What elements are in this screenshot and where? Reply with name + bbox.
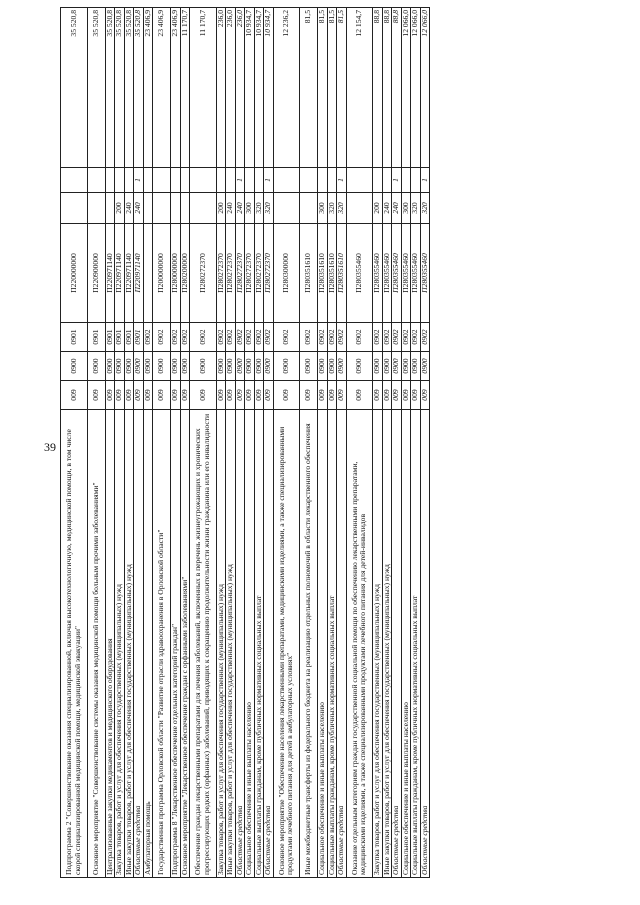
funding-mark-cell [143, 168, 153, 193]
amount-cell: 35 520,8 [105, 8, 115, 168]
section-code-cell: 0900 [346, 352, 373, 381]
amount-cell: 12 066,0 [411, 8, 421, 168]
subsection-code-cell: 0902 [337, 323, 347, 352]
target-article-cell: П280351610 [327, 224, 337, 323]
row-name-cell: Областные средства [392, 410, 402, 878]
target-article-cell: П280351610 [318, 224, 328, 323]
table-row [180, 8, 190, 878]
section-code-cell: 0900 [392, 352, 402, 381]
funding-mark-cell [300, 168, 318, 193]
section-code-cell: 0900 [420, 352, 430, 381]
expense-type-cell: 320 [337, 193, 347, 224]
target-article-cell: П280300000 [273, 224, 300, 323]
row-name-cell: Областные средства [264, 410, 274, 878]
section-code-cell: 0900 [87, 352, 105, 381]
expense-type-cell: 320 [420, 193, 430, 224]
amount-cell: 11 170,7 [180, 8, 190, 168]
row-name-cell: Основное мероприятие "Лекарственное обеспечение граждан с орфанными заболеваниями" [180, 410, 190, 878]
target-article-cell: П220971140 [124, 224, 134, 323]
subsection-code-cell: 0902 [300, 323, 318, 352]
amount-cell: 35 520,8 [134, 8, 144, 168]
grbs-code-cell: 009 [143, 381, 153, 410]
row-name-cell: Подпрограмма 2 "Совершенствование оказания специализированной, включая высокотехнологичную, медицинской помощи, в том числе скорой специализированной медицинской помощи, медицинской эвакуации" [61, 410, 88, 878]
amount-cell: 23 406,9 [153, 8, 171, 168]
table-row [273, 8, 300, 878]
target-article-cell: П220971140 [115, 224, 125, 323]
subsection-code-cell: 0902 [382, 323, 392, 352]
funding-mark-cell [190, 168, 217, 193]
funding-mark-cell [171, 168, 181, 193]
section-code-cell: 0900 [61, 352, 88, 381]
budget-table [60, 7, 430, 878]
table-row [190, 8, 217, 878]
subsection-code-cell: 0902 [401, 323, 411, 352]
target-article-cell [143, 224, 153, 323]
grbs-code-cell: 009 [226, 381, 236, 410]
funding-mark-cell [401, 168, 411, 193]
subsection-code-cell: 0902 [327, 323, 337, 352]
subsection-code-cell: 0902 [420, 323, 430, 352]
subsection-code-cell: 0902 [216, 323, 226, 352]
section-code-cell: 0900 [105, 352, 115, 381]
funding-mark-cell [273, 168, 300, 193]
target-article-cell: П280355460 [346, 224, 373, 323]
expense-type-cell [190, 193, 217, 224]
table-row [115, 8, 125, 878]
table-row [87, 8, 105, 878]
subsection-code-cell: 0902 [318, 323, 328, 352]
grbs-code-cell: 009 [373, 381, 383, 410]
row-name-cell: Закупка товаров, работ и услуг для обеспечения государственных (муниципальных) нужд [373, 410, 383, 878]
row-name-cell: Иные закупки товаров, работ и услуг для обеспечения государственных (муниципальных) нужд [124, 410, 134, 878]
amount-cell: 81,5 [337, 8, 347, 168]
amount-cell: 10 934,7 [264, 8, 274, 168]
table-row [134, 8, 144, 878]
subsection-code-cell: 0902 [180, 323, 190, 352]
table-row [245, 8, 255, 878]
grbs-code-cell: 009 [346, 381, 373, 410]
target-article-cell: П280272370 [190, 224, 217, 323]
funding-mark-cell [153, 168, 171, 193]
grbs-code-cell: 009 [115, 381, 125, 410]
row-name-cell: Социальное обеспечение и иные выплаты населению [318, 410, 328, 878]
table-row [171, 8, 181, 878]
subsection-code-cell: 0901 [134, 323, 144, 352]
amount-cell: 12 154,7 [346, 8, 373, 168]
funding-mark-cell [226, 168, 236, 193]
amount-cell: 35 520,8 [124, 8, 134, 168]
table-row [373, 8, 383, 878]
amount-cell: 10 934,7 [245, 8, 255, 168]
table-row [318, 8, 328, 878]
table-row [226, 8, 236, 878]
grbs-code-cell: 009 [105, 381, 115, 410]
row-name-cell: Социальные выплаты гражданам, кроме публичных нормативных социальных выплат [411, 410, 421, 878]
expense-type-cell [273, 193, 300, 224]
funding-mark-cell [373, 168, 383, 193]
amount-cell: 81,5 [327, 8, 337, 168]
grbs-code-cell: 009 [153, 381, 171, 410]
subsection-code-cell: 0902 [411, 323, 421, 352]
expense-type-cell [143, 193, 153, 224]
target-article-cell: П280272370 [245, 224, 255, 323]
section-code-cell: 0900 [245, 352, 255, 381]
table-row [392, 8, 402, 878]
amount-cell: 35 520,8 [61, 8, 88, 168]
grbs-code-cell: 009 [411, 381, 421, 410]
target-article-cell: П220971140 [134, 224, 144, 323]
amount-cell: 236,0 [235, 8, 245, 168]
row-name-cell: Централизованные закупки медикаментов и медицинского оборудования [105, 410, 115, 878]
grbs-code-cell: 009 [264, 381, 274, 410]
grbs-code-cell: 009 [273, 381, 300, 410]
amount-cell: 23 406,9 [143, 8, 153, 168]
subsection-code-cell: 0901 [87, 323, 105, 352]
section-code-cell: 0900 [143, 352, 153, 381]
rotated-table-wrapper [60, 8, 640, 878]
grbs-code-cell: 009 [180, 381, 190, 410]
section-code-cell: 0900 [401, 352, 411, 381]
row-name-cell: Иные межбюджетные трансферты из федерального бюджета на реализацию отдельных полномочий в области лекарственного обеспечения [300, 410, 318, 878]
section-code-cell: 0900 [216, 352, 226, 381]
section-code-cell: 0900 [180, 352, 190, 381]
amount-cell: 23 406,9 [171, 8, 181, 168]
table-row [346, 8, 373, 878]
expense-type-cell [61, 193, 88, 224]
expense-type-cell: 320 [327, 193, 337, 224]
target-article-cell: П220000000 [61, 224, 88, 323]
section-code-cell: 0900 [226, 352, 236, 381]
table-row [254, 8, 264, 878]
target-article-cell: П280200000 [180, 224, 190, 323]
section-code-cell: 0900 [318, 352, 328, 381]
row-name-cell: Оказание отдельным категориям граждан государственной социальной помощи по обеспечению лекарственными препаратами, медицинскими изделиями, а также специализированными продуктами лечебного питания для детей-инвалидов [346, 410, 373, 878]
table-row [300, 8, 318, 878]
grbs-code-cell: 009 [382, 381, 392, 410]
funding-mark-cell: 1 [264, 168, 274, 193]
section-code-cell: 0900 [235, 352, 245, 381]
funding-mark-cell: 1 [337, 168, 347, 193]
section-code-cell: 0900 [134, 352, 144, 381]
grbs-code-cell: 009 [245, 381, 255, 410]
grbs-code-cell: 009 [318, 381, 328, 410]
row-name-cell: Областные средства [235, 410, 245, 878]
row-name-cell: Иные закупки товаров, работ и услуг для обеспечения государственных (муниципальных) нужд [382, 410, 392, 878]
amount-cell: 88,8 [382, 8, 392, 168]
table-row [327, 8, 337, 878]
expense-type-cell: 320 [254, 193, 264, 224]
table-row [420, 8, 430, 878]
table-row [264, 8, 274, 878]
grbs-code-cell: 009 [235, 381, 245, 410]
grbs-code-cell: 009 [124, 381, 134, 410]
expense-type-cell: 200 [373, 193, 383, 224]
funding-mark-cell [105, 168, 115, 193]
grbs-code-cell: 009 [401, 381, 411, 410]
section-code-cell: 0900 [337, 352, 347, 381]
section-code-cell: 0900 [382, 352, 392, 381]
expense-type-cell: 240 [235, 193, 245, 224]
funding-mark-cell [61, 168, 88, 193]
row-name-cell: Иные закупки товаров, работ и услуг для обеспечения государственных (муниципальных) нужд [226, 410, 236, 878]
amount-cell: 236,0 [216, 8, 226, 168]
section-code-cell: 0900 [411, 352, 421, 381]
target-article-cell: П280272370 [264, 224, 274, 323]
grbs-code-cell: 009 [300, 381, 318, 410]
target-article-cell: П280355460 [411, 224, 421, 323]
grbs-code-cell: 009 [392, 381, 402, 410]
expense-type-cell: 240 [124, 193, 134, 224]
row-name-cell: Социальные выплаты гражданам, кроме публичных нормативных социальных выплат [254, 410, 264, 878]
subsection-code-cell: 0902 [392, 323, 402, 352]
funding-mark-cell: 1 [235, 168, 245, 193]
target-article-cell: П280355460 [373, 224, 383, 323]
row-name-cell: Обеспечение граждан лекарственными препаратами для лечения заболеваний, включенных в перечень жизнеугрожающих и хронических прогрессирующих редких (орфанных) заболеваний, приводящих к сокращению продолжительности жизни гражданина или его инвалидности [190, 410, 217, 878]
table-row [337, 8, 347, 878]
row-name-cell: Основное мероприятие "Обеспечение населения лекарственными препаратами, медицинскими изделиями, а также специализированными продуктами лечебного питания для детей в амбулаторных условиях" [273, 410, 300, 878]
row-name-cell: Социальные выплаты гражданам, кроме публичных нормативных социальных выплат [327, 410, 337, 878]
subsection-code-cell: 0902 [346, 323, 373, 352]
amount-cell: 88,8 [392, 8, 402, 168]
section-code-cell: 0900 [124, 352, 134, 381]
expense-type-cell: 200 [216, 193, 226, 224]
subsection-code-cell: 0902 [264, 323, 274, 352]
section-code-cell: 0900 [327, 352, 337, 381]
target-article-cell: П280355460 [420, 224, 430, 323]
section-code-cell: 0900 [171, 352, 181, 381]
row-name-cell: Государственная программа Орловской области "Развитие отрасли здравоохранения в Орловской области" [153, 410, 171, 878]
row-name-cell: Подпрограмма 8 "Лекарственное обеспечение отдельных категорий граждан" [171, 410, 181, 878]
section-code-cell: 0900 [373, 352, 383, 381]
expense-type-cell: 240 [226, 193, 236, 224]
row-name-cell: Закупка товаров, работ и услуг для обеспечения государственных (муниципальных) нужд [115, 410, 125, 878]
expense-type-cell: 240 [134, 193, 144, 224]
expense-type-cell: 300 [318, 193, 328, 224]
page-number: 39 [44, 440, 56, 454]
grbs-code-cell: 009 [327, 381, 337, 410]
amount-cell: 12 236,2 [273, 8, 300, 168]
funding-mark-cell [180, 168, 190, 193]
subsection-code-cell: 0902 [153, 323, 171, 352]
target-article-cell: П280351610 [337, 224, 347, 323]
funding-mark-cell: 1 [392, 168, 402, 193]
subsection-code-cell: 0901 [105, 323, 115, 352]
subsection-code-cell: 0902 [254, 323, 264, 352]
funding-mark-cell [346, 168, 373, 193]
funding-mark-cell [216, 168, 226, 193]
subsection-code-cell: 0902 [245, 323, 255, 352]
target-article-cell: П280272370 [226, 224, 236, 323]
grbs-code-cell: 009 [171, 381, 181, 410]
budget-table-body [61, 8, 430, 878]
funding-mark-cell [318, 168, 328, 193]
table-row [411, 8, 421, 878]
funding-mark-cell: 1 [134, 168, 144, 193]
target-article-cell: П280000000 [171, 224, 181, 323]
expense-type-cell [87, 193, 105, 224]
amount-cell: 81,5 [318, 8, 328, 168]
table-row [61, 8, 88, 878]
target-article-cell: П280355460 [401, 224, 411, 323]
target-article-cell: П280272370 [235, 224, 245, 323]
target-article-cell: П280272370 [254, 224, 264, 323]
expense-type-cell: 240 [382, 193, 392, 224]
subsection-code-cell: 0902 [190, 323, 217, 352]
target-article-cell: П220900000 [87, 224, 105, 323]
amount-cell: 81,5 [300, 8, 318, 168]
row-name-cell: Областные средства [134, 410, 144, 878]
funding-mark-cell [87, 168, 105, 193]
subsection-code-cell: 0902 [171, 323, 181, 352]
funding-mark-cell [411, 168, 421, 193]
table-row [153, 8, 171, 878]
target-article-cell: П280351610 [300, 224, 318, 323]
expense-type-cell [180, 193, 190, 224]
table-row [382, 8, 392, 878]
expense-type-cell: 300 [245, 193, 255, 224]
table-row [143, 8, 153, 878]
target-article-cell: П200000000 [153, 224, 171, 323]
table-row [124, 8, 134, 878]
expense-type-cell: 320 [411, 193, 421, 224]
section-code-cell: 0900 [115, 352, 125, 381]
row-name-cell: Социальное обеспечение и иные выплаты населению [401, 410, 411, 878]
section-code-cell: 0900 [300, 352, 318, 381]
subsection-code-cell: 0901 [115, 323, 125, 352]
funding-mark-cell [245, 168, 255, 193]
target-article-cell: П220971140 [105, 224, 115, 323]
subsection-code-cell: 0902 [143, 323, 153, 352]
row-name-cell: Основное мероприятие "Совершенствование системы оказания медицинской помощи больным прочими заболеваниями" [87, 410, 105, 878]
row-name-cell: Областные средства [420, 410, 430, 878]
target-article-cell: П280272370 [216, 224, 226, 323]
grbs-code-cell: 009 [254, 381, 264, 410]
amount-cell: 12 066,0 [401, 8, 411, 168]
subsection-code-cell: 0902 [226, 323, 236, 352]
amount-cell: 88,8 [373, 8, 383, 168]
expense-type-cell: 200 [115, 193, 125, 224]
grbs-code-cell: 009 [420, 381, 430, 410]
grbs-code-cell: 009 [61, 381, 88, 410]
row-name-cell: Социальное обеспечение и иные выплаты населению [245, 410, 255, 878]
grbs-code-cell: 009 [216, 381, 226, 410]
expense-type-cell: 240 [392, 193, 402, 224]
row-name-cell: Амбулаторная помощь [143, 410, 153, 878]
funding-mark-cell [115, 168, 125, 193]
grbs-code-cell: 009 [87, 381, 105, 410]
amount-cell: 35 520,8 [87, 8, 105, 168]
funding-mark-cell: 1 [420, 168, 430, 193]
amount-cell: 236,0 [226, 8, 236, 168]
subsection-code-cell: 0902 [273, 323, 300, 352]
amount-cell: 35 520,8 [115, 8, 125, 168]
section-code-cell: 0900 [264, 352, 274, 381]
row-name-cell: Областные средства [337, 410, 347, 878]
target-article-cell: П280355460 [382, 224, 392, 323]
expense-type-cell [300, 193, 318, 224]
amount-cell: 12 066,0 [420, 8, 430, 168]
expense-type-cell [346, 193, 373, 224]
expense-type-cell [171, 193, 181, 224]
subsection-code-cell: 0901 [124, 323, 134, 352]
expense-type-cell: 320 [264, 193, 274, 224]
amount-cell: 10 934,7 [254, 8, 264, 168]
grbs-code-cell: 009 [134, 381, 144, 410]
amount-cell: 11 170,7 [190, 8, 217, 168]
section-code-cell: 0900 [254, 352, 264, 381]
subsection-code-cell: 0902 [373, 323, 383, 352]
expense-type-cell [153, 193, 171, 224]
grbs-code-cell: 009 [190, 381, 217, 410]
row-name-cell: Закупка товаров, работ и услуг для обеспечения государственных (муниципальных) нужд [216, 410, 226, 878]
grbs-code-cell: 009 [337, 381, 347, 410]
subsection-code-cell: 0902 [235, 323, 245, 352]
section-code-cell: 0900 [273, 352, 300, 381]
subsection-code-cell: 0901 [61, 323, 88, 352]
expense-type-cell: 300 [401, 193, 411, 224]
section-code-cell: 0900 [190, 352, 217, 381]
section-code-cell: 0900 [153, 352, 171, 381]
target-article-cell: П280355460 [392, 224, 402, 323]
